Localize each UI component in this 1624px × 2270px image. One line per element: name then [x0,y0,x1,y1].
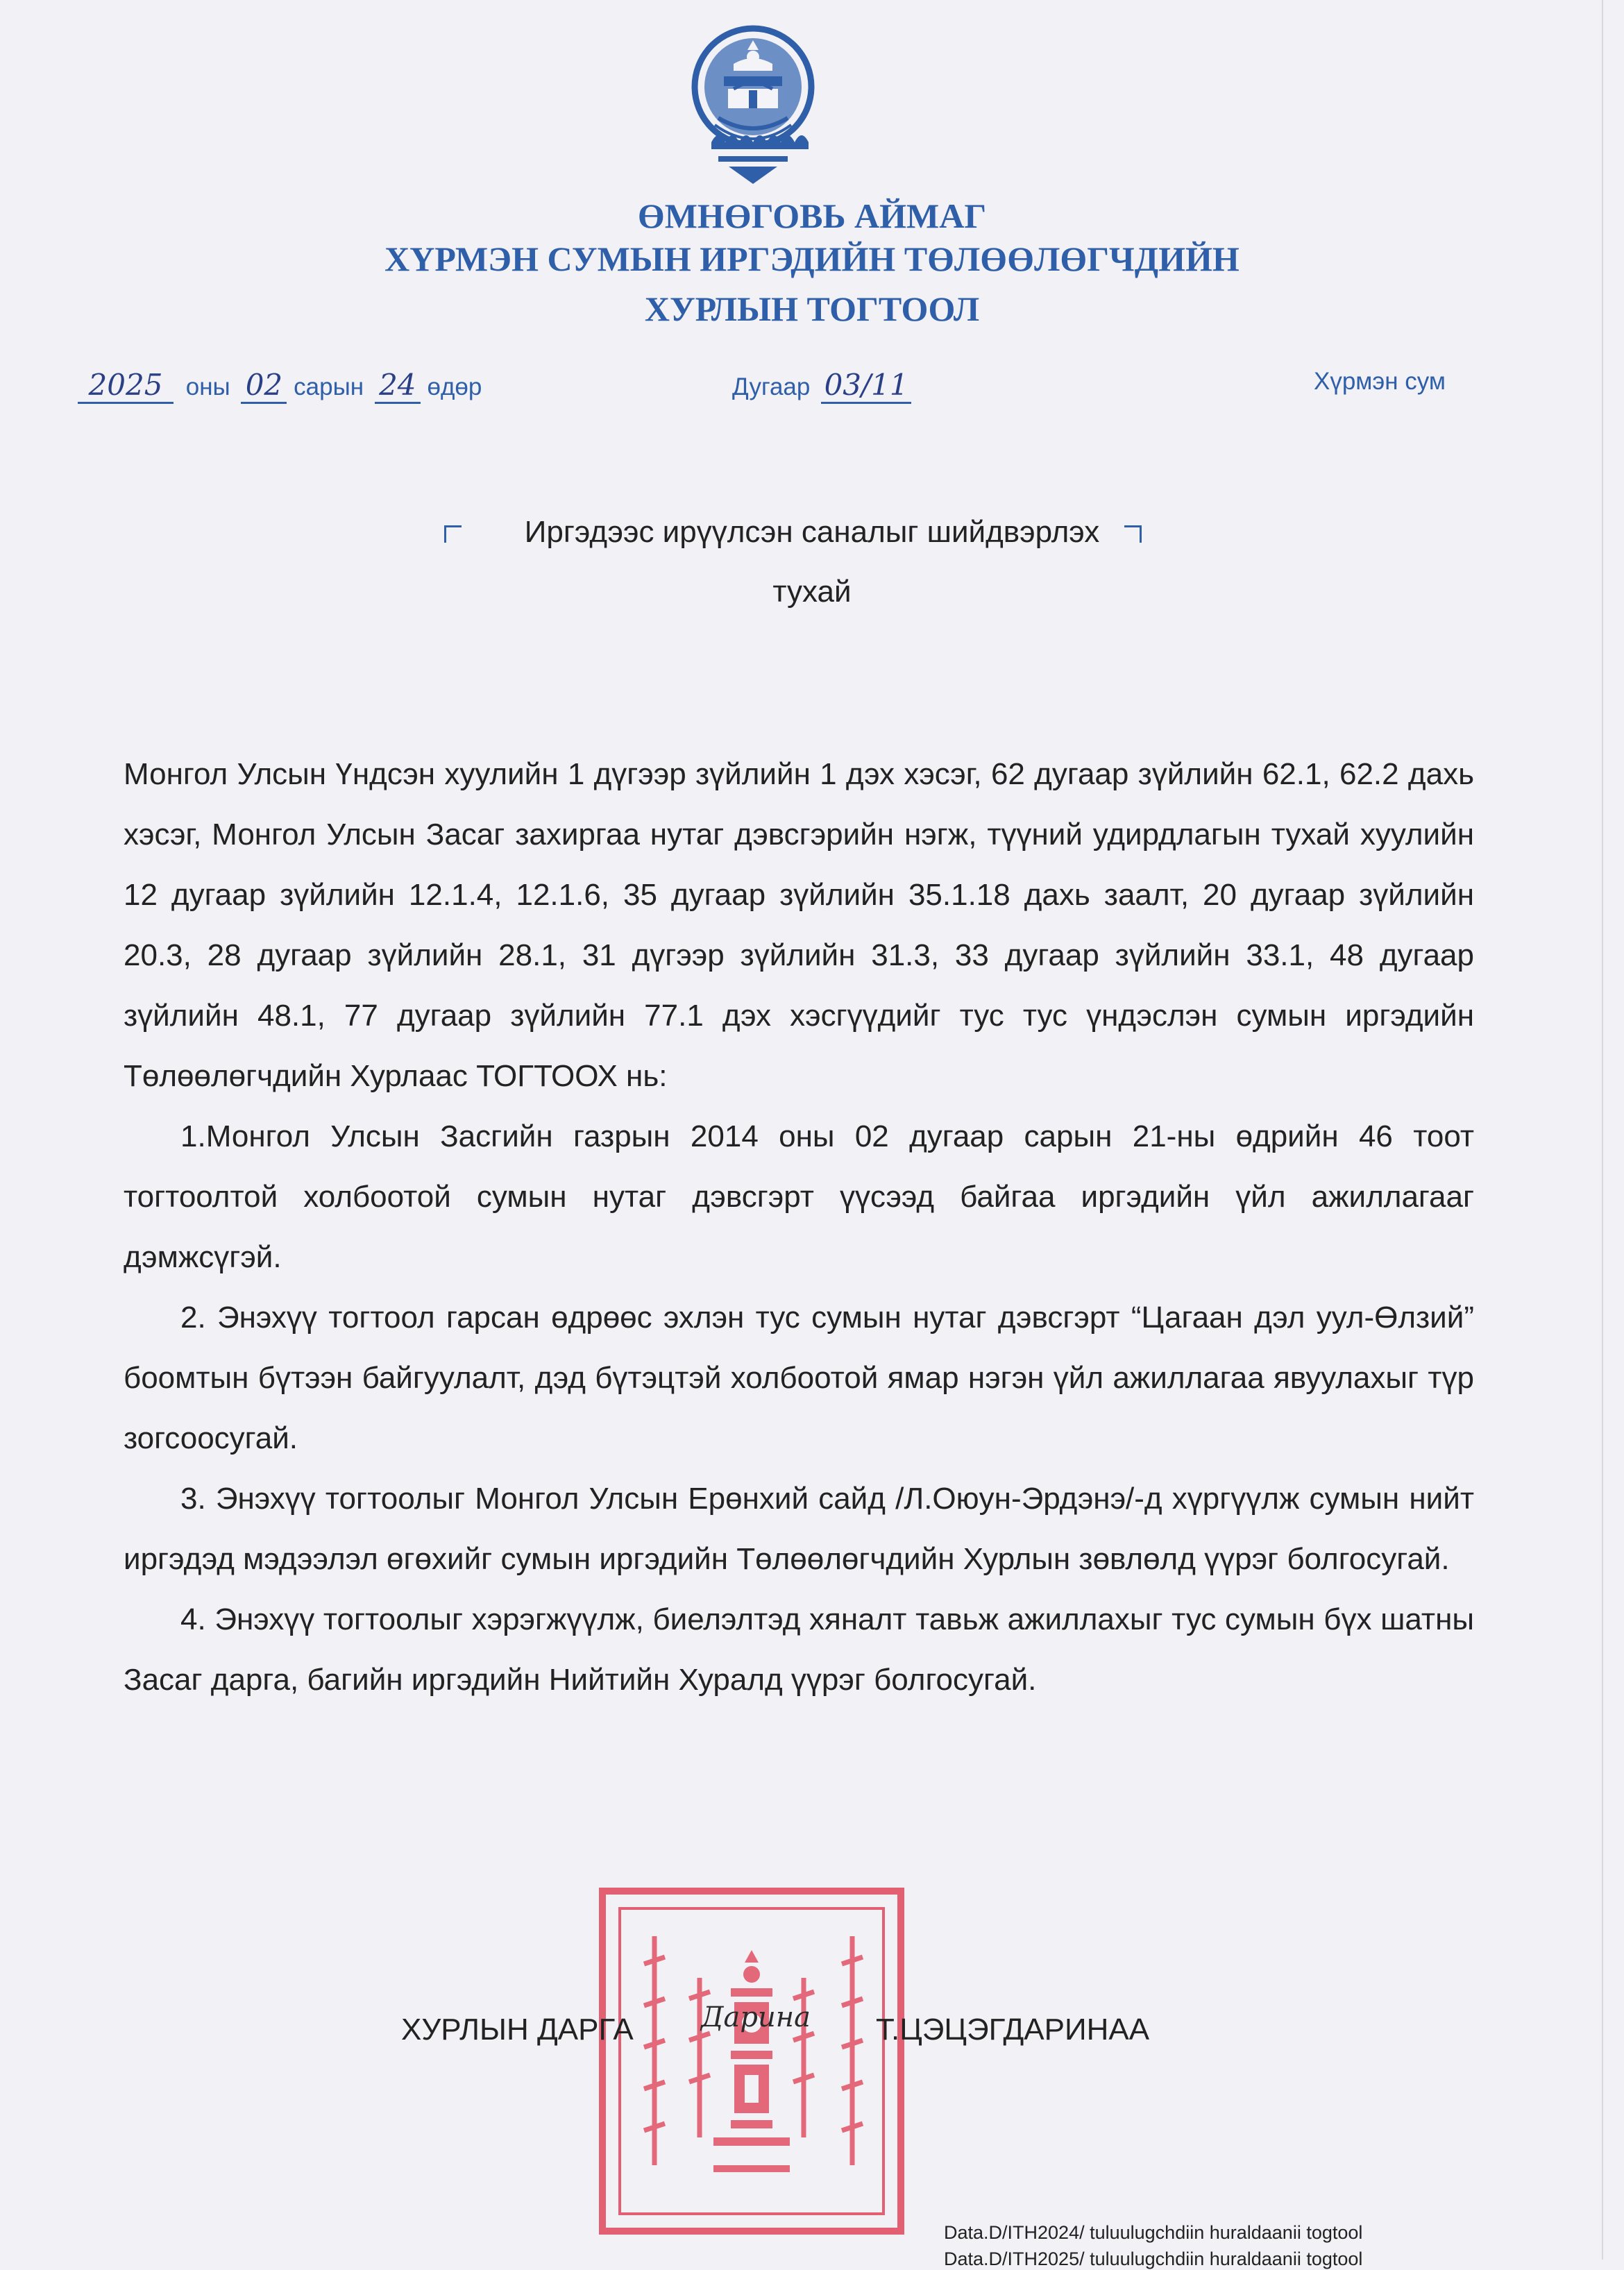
date-year: 2025 [78,368,174,404]
signatory-name: Т.ЦЭЦЭГДАРИНАА [876,2013,1150,2047]
handwritten-signature: Дарина [701,2001,811,2033]
subject-line-2: тухай [772,575,852,609]
footer-path-2: Data.D/ITH2025/ tuluulugchdiin huraldaanii togtool [944,2248,1363,2269]
date-month: 02 [241,368,287,404]
date-year-suffix: оны [185,373,230,400]
header-aimag: ӨМНӨГОВЬ АЙМАГ [637,196,987,235]
header-resolution: ХУРЛЫН ТОГТООЛ [644,289,980,328]
number-line [732,368,911,404]
signature-title: ХУРЛЫН ДАРГА [401,2013,634,2047]
date-line [78,368,482,404]
item-2: 2. Энэхүү тогтоол гарсан өдрөөс эхлэн тус сумын нутаг дэвсгэрт “Цагаан дэл уул-Өлзий” боомтын бүтээн байгуулалт, дэд бүтэцтэй холбоотой ямар нэгэн үйл ажиллагаа явуулахыг түр зогсоосугай. [124,1301,1474,1455]
date-day-suffix: өдөр [427,373,482,400]
place: Хүрмэн сум [1314,368,1446,395]
date-month-suffix: сарын [294,373,364,400]
header-council: ХҮРМЭН СУМЫН ИРГЭДИЙН ТӨЛӨӨЛӨГЧДИЙН [384,239,1240,278]
item-3: 3. Энэхүү тогтоолыг Монгол Улсын Ерөнхий сайд /Л.Оюун-Эрдэнэ/-д хүргүүлж сумын нийт иргэдэд мэдээлэл өгөхийг сумын иргэдийн Төлөөлөгчдийн Хурлын зөвлөлд үүрэг болгосугай. [124,1482,1474,1576]
number-label: Дугаар [732,373,811,400]
footer-path-1: Data.D/ITH2024/ tuluulugchdiin huraldaanii togtool [944,2222,1363,2243]
preamble-paragraph: Монгол Улсын Үндсэн хуулийн 1 дүгээр зүйлийн 1 дэх хэсэг, 62 дугаар зүйлийн 62.1, 62.2 дахь хэсэг, Монгол Улсын Засаг захиргаа нутаг дэвсгэрийн нэгж, түүний удирдлагын тухай хуулийн 12 дугаар зүйлийн 12.1.4, 12.1.6, 35 дугаар зүйлийн 35.1.18 дахь заалт, 20 дугаар зүйлийн 20.3, 28 дугаар зүйлийн 28.1, 31 дүгээр зүйлийн 31.3, 33 дугаар зүйлийн 33.1, 48 дугаар зүйлийн 48.1, 77 дугаар зүйлийн 77.1 дэх хэсгүүдийг тус тус үндэслэн сумын иргэдийн Төлөөлөгчдийн Хурлаас ТОГТООХ нь: [124,757,1474,1093]
resolution-number: 03/11 [821,368,911,404]
subject-line-1: Иргэдээс ирүүлсэн саналыг шийдвэрлэх [524,515,1100,549]
date-day: 24 [375,368,421,404]
page-edge-line [1602,0,1603,2260]
official-seal-stamp-icon [589,1874,915,2248]
resolution-body [124,744,1474,1710]
state-emblem-icon [691,21,815,191]
item-4: 4. Энэхүү тогтоолыг хэрэгжүүлж, биелэлтэд хяналт тавьж ажиллахыг тус сумын бүх шатны Засаг дарга, багийн иргэдийн Нийтийн Хуралд үүрэг болгосугай. [124,1602,1474,1697]
item-1: 1.Монгол Улсын Засгийн газрын 2014 оны 02 дугаар сарын 21-ны өдрийн 46 тоот тогтоолтой холбоотой сумын нутаг дэвсгэрт үүсээд байгаа иргэдийн үйл ажиллагааг дэмжсүгэй. [124,1119,1474,1274]
